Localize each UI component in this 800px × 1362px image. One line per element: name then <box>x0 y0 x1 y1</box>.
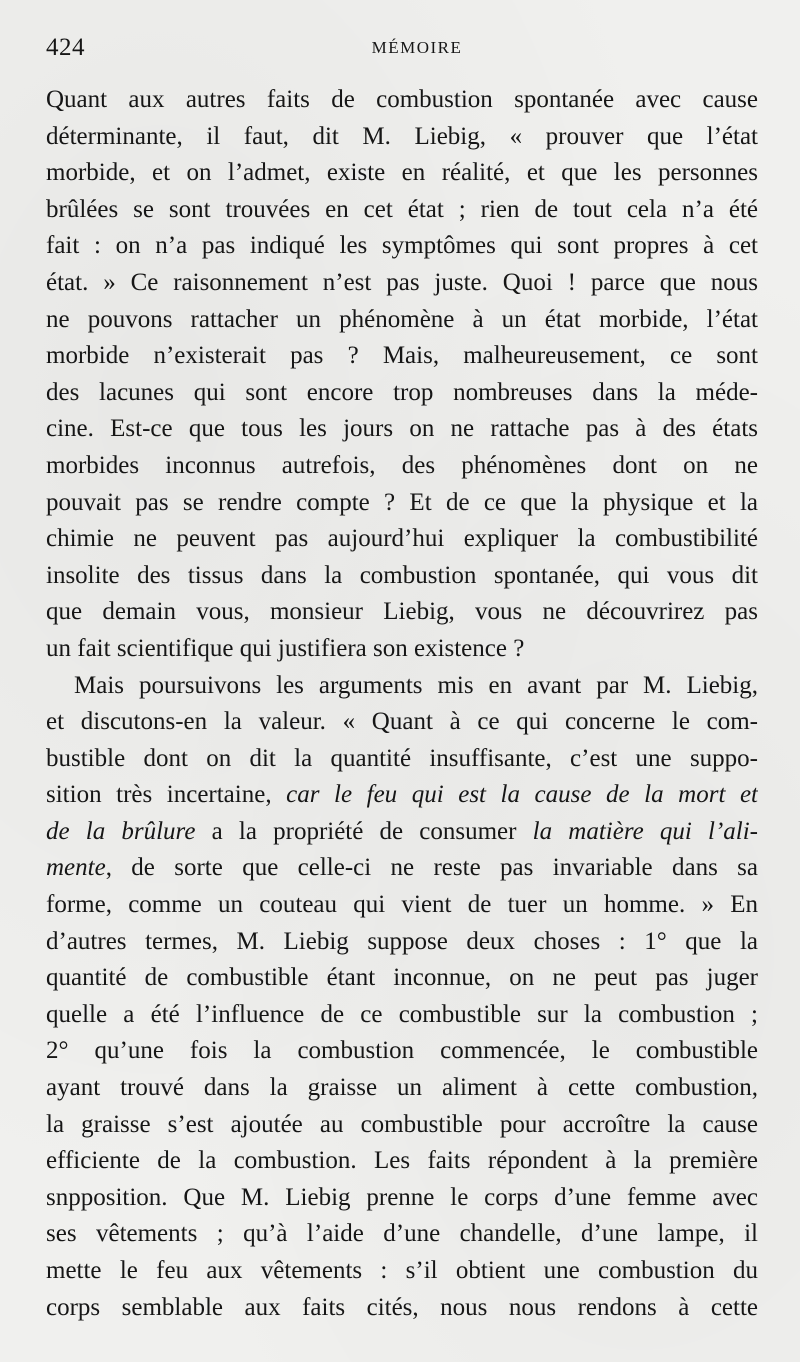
text-segment: état. » Ce raisonnement n’est pas juste. Quoi ! parce que nous <box>46 268 758 296</box>
text-segment: quelle a été l’influence de ce combustible sur la combustion ; <box>46 1000 758 1028</box>
text-segment: insolite des tissus dans la combustion spontanée, qui vous dit <box>46 561 758 589</box>
text-line <box>46 997 758 1034</box>
italic-text-segment: la matière qui l’ali- <box>532 817 758 845</box>
text-line <box>46 485 758 522</box>
text-segment: brûlées se sont trouvées en cet état ; rien de tout cela n’a été <box>46 195 758 223</box>
text-line <box>46 302 758 339</box>
text-segment: ses vêtements ; qu’à l’aide d’une chandelle, d’une lampe, il <box>46 1220 758 1248</box>
text-line <box>46 228 758 265</box>
text-segment: sition très incertaine, <box>46 781 287 809</box>
text-segment: snpposition. Que M. Liebig prenne le corps d’une femme avec <box>46 1183 758 1211</box>
text-segment: Mais poursuivons les arguments mis en avant par M. Liebig, <box>74 671 758 699</box>
text-segment: d’autres termes, M. Liebig suppose deux choses : 1° que la <box>46 927 758 955</box>
page-header <box>46 34 758 74</box>
text-segment: , de sorte que celle-ci ne reste pas invariable dans sa <box>105 854 758 882</box>
text-line <box>46 375 758 412</box>
text-line <box>46 448 758 485</box>
text-segment: bustible dont on dit la quantité insuffisante, c’est une suppo- <box>46 744 758 772</box>
text-segment: pouvait pas se rendre compte ? Et de ce que la physique et la <box>46 488 758 516</box>
text-line <box>46 192 758 229</box>
text-line <box>46 155 758 192</box>
text-line <box>46 668 758 705</box>
text-segment: fait : on n’a pas indiqué les symptômes qui sont propres à cet <box>46 232 758 260</box>
text-segment: morbide n’existerait pas ? Mais, malheureusement, ce sont <box>46 342 758 370</box>
text-line <box>46 960 758 997</box>
text-line <box>46 119 758 156</box>
italic-text-segment: de la brûlure <box>46 817 196 845</box>
text-line <box>46 558 758 595</box>
text-segment: déterminante, il faut, dit M. Liebig, « prouver que l’état <box>46 122 758 150</box>
text-line <box>46 850 758 887</box>
text-line <box>46 777 758 814</box>
text-segment: mette le feu aux vêtements : s’il obtient une combustion du <box>46 1257 758 1284</box>
text-line <box>46 1033 758 1070</box>
text-line <box>46 704 758 741</box>
text-line <box>46 411 758 448</box>
text-line <box>46 594 758 631</box>
text-segment: a la propriété de consumer <box>195 817 533 845</box>
text-line <box>46 338 758 375</box>
text-line <box>46 814 758 851</box>
text-line <box>46 521 758 558</box>
text-line <box>46 265 758 302</box>
italic-text-segment: car le feu qui est la cause de la mort et <box>286 781 758 809</box>
running-title: MÉMOIRE <box>371 38 463 57</box>
text-segment: que demain vous, monsieur Liebig, vous ne découvrirez pas <box>46 598 758 626</box>
text-segment: corps semblable aux faits cités, nous nous rendons à cette <box>46 1293 758 1321</box>
text-segment: un fait scientifique qui justifiera son existence ? <box>46 634 525 662</box>
text-line <box>46 1253 758 1290</box>
text-segment: la graisse s’est ajoutée au combustible pour accroître la cause <box>46 1110 758 1138</box>
text-line <box>46 1107 758 1144</box>
text-line <box>46 82 758 119</box>
text-segment: Quant aux autres faits de combustion spontanée avec cause <box>46 86 758 113</box>
text-segment: des lacunes qui sont encore trop nombreuses dans la méde- <box>46 378 758 406</box>
text-line <box>46 741 758 778</box>
text-segment: ayant trouvé dans la graisse un aliment à cette combustion, <box>46 1074 758 1102</box>
text-line <box>46 631 758 668</box>
text-line <box>46 924 758 961</box>
text-segment: forme, comme un couteau qui vient de tuer un homme. » En <box>46 891 758 919</box>
text-segment: 2° qu’une fois la combustion commencée, le combustible <box>46 1037 758 1065</box>
italic-text-segment: mente <box>46 854 106 882</box>
text-segment: morbide, et on l’admet, existe en réalité, et que les personnes <box>46 159 758 187</box>
text-segment: ne pouvons rattacher un phénomène à un état morbide, l’état <box>46 305 758 333</box>
text-segment: chimie ne peuvent pas aujourd’hui expliquer la combustibilité <box>46 525 758 553</box>
text-segment: efficiente de la combustion. Les faits répondent à la première <box>46 1147 758 1175</box>
text-line <box>46 1070 758 1107</box>
text-segment: quantité de combustible étant inconnue, on ne peut pas juger <box>46 964 758 992</box>
text-segment: et discutons-en la valeur. « Quant à ce qui concerne le com- <box>46 708 758 736</box>
page-number: 424 <box>46 34 85 61</box>
text-line <box>46 1290 758 1327</box>
text-line <box>46 887 758 924</box>
text-line <box>46 1143 758 1180</box>
text-line <box>46 1216 758 1253</box>
text-line <box>46 1180 758 1217</box>
text-segment: morbides inconnus autrefois, des phénomènes dont on ne <box>46 451 758 479</box>
body-text <box>46 82 758 1326</box>
text-segment: cine. Est-ce que tous les jours on ne rattache pas à des états <box>46 415 758 443</box>
